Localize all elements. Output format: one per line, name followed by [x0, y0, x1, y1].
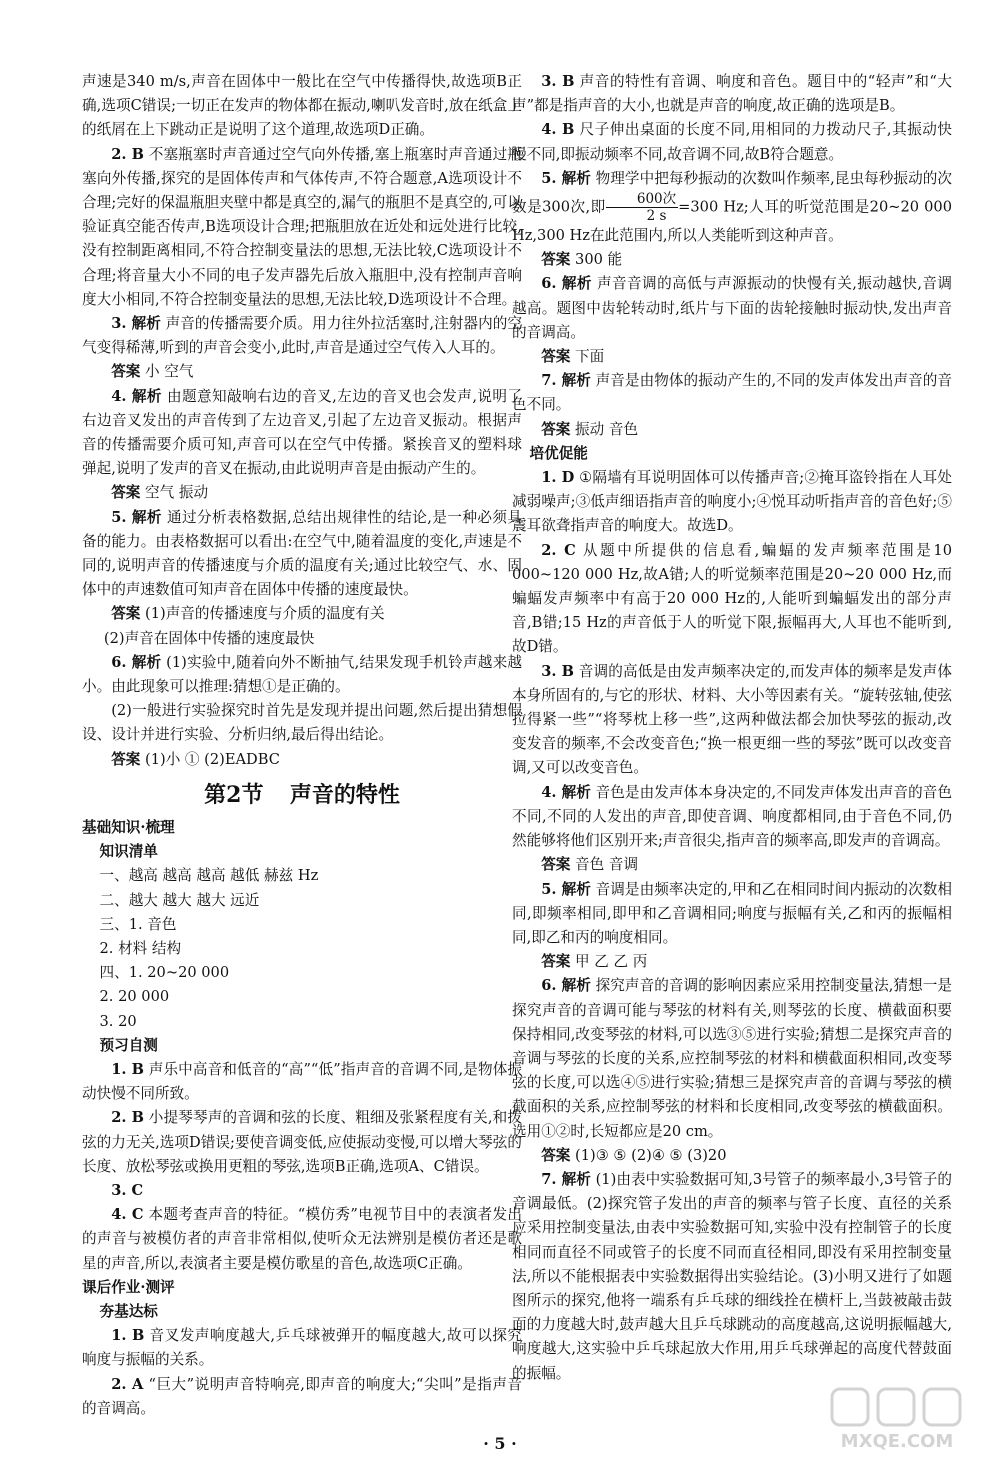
answer-text: 下面: [575, 348, 605, 366]
answer-text: 振动 音色: [575, 420, 639, 438]
answer-label: 答案: [541, 856, 571, 874]
question-number: 2. B: [111, 145, 144, 163]
question-text: (1)实验中,随着向外不断抽气,结果发现手机铃声越来越小。由此现象可以推理:猜想①是正确的。: [82, 653, 522, 696]
answer-line: [82, 602, 522, 626]
list-item: 2. 20 000: [99, 988, 170, 1006]
heading-promote: 培优促能: [529, 444, 588, 462]
answer-line: [512, 950, 952, 974]
answer-label: 答案: [541, 953, 571, 971]
answer-line: [512, 853, 952, 877]
question-number: 4. 解析: [541, 783, 591, 801]
question-text: 声音的特性有音调、响度和音色。题目中的“轻声”和“大声”都是指声音的大小,也就是声音的响度,故正确的选项是B。: [512, 73, 953, 115]
question-number: 7. 解析: [541, 1170, 591, 1188]
question-text: 声音的传播需要介质。用力往外拉活塞时,注射器内的空气变得稀薄,听到的声音会变小,此时,声音是通过空气传入人耳的。: [82, 315, 522, 357]
list-item: 一、越高 越高 越高 越低 赫兹 Hz: [99, 867, 319, 885]
list-item: 2. 材料 结构: [99, 939, 182, 957]
answer-text: (1)声音的传播速度与介质的温度有关: [145, 605, 385, 623]
answer-text: 300 能: [575, 251, 623, 269]
promote-question-7: [512, 1168, 952, 1386]
list-item: 三、1. 音色: [99, 915, 177, 933]
question-text: 音调是由频率决定的,甲和乙在相同时间内振动的次数相同,即频率相同,即甲和乙音调相同;响度与振幅有关,乙和丙的振幅相同,即乙和丙的响度相同。: [512, 880, 952, 946]
heading-knowledge-list: 知识清单: [99, 843, 158, 861]
promote-question-1: [512, 466, 952, 539]
question-number: 6. 解析: [541, 275, 592, 293]
question-number: 5. 解析: [541, 169, 591, 187]
answer-line: [82, 360, 522, 384]
question-number: 1. B: [111, 1327, 145, 1345]
fraction: [606, 191, 678, 224]
question-number: 6. 解析: [111, 653, 162, 671]
question-text: 从题中所提供的信息看,蝙蝠的发声频率范围是10 000~120 000 Hz,故A错;人的听觉频率范围是20~20 000 Hz,而蝙蝠发声频率中有高于20 000 Hz的,人能听到蝙蝠发出的部分声音,B错;15 Hz的声音低于人的听觉下限,振幅再大,人耳也不能听到,故D错。: [512, 541, 953, 656]
answer-line: [82, 748, 522, 772]
question-6: [512, 272, 952, 345]
question-number: 1. D: [541, 469, 575, 487]
watermark-logo: [822, 1385, 972, 1455]
question-text: 音叉发声响度越大,乒乓球被弹开的幅度越大,故可以探究响度与振幅的关系。: [82, 1327, 523, 1369]
preview-question-1: [82, 1058, 522, 1106]
question-5: [512, 167, 952, 248]
answer-line: [512, 418, 952, 442]
section-number: 第2节: [204, 781, 264, 808]
question-number: 3. B: [541, 73, 575, 90]
question-text: 声音是由物体的振动产生的,不同的发声体发出声音的音色不同。: [512, 372, 952, 414]
question-number: 2. B: [111, 1109, 144, 1127]
question-number: 5. 解析: [541, 880, 591, 898]
question-number: 6. 解析: [541, 977, 591, 995]
question-4: [512, 118, 952, 166]
question-number: 4. C: [111, 1206, 144, 1224]
question-text: 尺子伸出桌面的长度不同,用相同的力拨动尺子,其振动快慢不同,即振动频率不同,故音调不同,故B符合题意。: [512, 121, 953, 163]
question-text: 小提琴琴声的音调和弦的长度、粗细及张紧程度有关,和拨弦的力无关,选项D错误;要使音调变低,应使振动变慢,可以增大琴弦的长度、放松琴弦或换用更粗的琴弦,选项B正确,选项A、C错误。: [82, 1109, 523, 1175]
heading-preview-test: 预习自测: [99, 1036, 158, 1054]
answer-text: (1)③ ⑤ (2)④ ⑤ (3)20: [575, 1146, 727, 1164]
question-text: 音调的高低是由发声频率决定的,而发声体的频率是发声体本身所固有的,与它的形状、材料、大小等因素有关。“旋转弦轴,使弦拉得紧一些”“将琴枕上移一些”,这两种做法都会加快琴弦的振动,改变发音的频率,不会改变音色;“换一根更细一些的琴弦”既可以改变音调,又可以改变音色。: [512, 662, 953, 777]
heading-homework: 课后作业·测评: [82, 1278, 175, 1296]
answer-label: 答案: [541, 420, 571, 438]
question-text: 由题意知敲响右边的音叉,左边的音叉也会发声,说明了右边音叉发出的声音传到了左边音叉,引起了左边音叉振动。根据声音的传播需要介质可知,声音可以在空气中传播。紧挨音叉的塑料球弹起,说明了发声的音叉在振动,由此说明声音是由振动产生的。: [82, 387, 522, 478]
right-column: [512, 70, 952, 1386]
question-number: 2. A: [111, 1375, 144, 1393]
question-text: 本题考查声音的特征。“模仿秀”电视节目中的表演者发出的声音与被模仿者的声音非常相似,使听众无法辨别是模仿者还是歌星的声音,所以,表演者主要是模仿歌星的音色,故选项C正确。: [82, 1206, 523, 1272]
preview-question-3: [82, 1179, 522, 1203]
question-number: 5. 解析: [111, 508, 162, 526]
question-2: [82, 143, 522, 312]
promote-question-6: [512, 974, 952, 1143]
question-number: 2. C: [541, 541, 576, 559]
left-column: [82, 70, 522, 1421]
question-text: 不塞瓶塞时声音通过空气向外传播,塞上瓶塞时声音通过瓶塞向外传播,探究的是固体传声和气体传声,不符合题意,A选项设计不合理;完好的保温瓶胆夹壁中都是真空的,漏气的瓶胆不是真空的,可以验证真空能否传声,B选项设计合理;把瓶胆放在近处和远处进行比较,没有控制距离相同,不符合控制变量法的思想,无法比较,C选项设计不合理;将音量大小不同的电子发声器先后放入瓶胆中,没有控制声音响度大小相同,不符合控制变量法的思想,无法比较,D选项设计不合理。: [82, 145, 523, 308]
preview-question-4: [82, 1203, 522, 1276]
question-text: 探究声音的音调的影响因素应采用控制变量法,猜想一是探究声音的音调可能与琴弦的材料有关,则琴弦的长度、横截面积要保持相同,改变琴弦的材料,可以选③⑤进行实验;猜想二是探究声音的音调与琴弦的长度的关系,应控制琴弦的材料和横截面积相同,改变琴弦的长度,可以选④⑤进行实验;猜想三是探究声音的音调与琴弦的横截面积的关系,应控制琴弦的材料和长度相同,改变琴弦的横截面积。选用①②时,长短都应是20 cm。: [512, 977, 952, 1140]
section-heading: [82, 778, 522, 812]
answer-line-2: (2)声音在固体中传播的速度最快: [103, 629, 315, 647]
promote-question-4: [512, 781, 952, 854]
list-item: 二、越大 越大 越大 远近: [99, 891, 260, 909]
answer-text: 小 空气: [145, 363, 194, 381]
question-text: 声乐中高音和低音的“高”“低”指声音的音调不同,是物体振动快慢不同所致。: [82, 1060, 523, 1103]
list-item: 四、1. 20~20 000: [99, 964, 230, 982]
question-3: [82, 312, 522, 360]
question-text: “巨大”说明声音特响亮,即声音的响度大;“尖叫”是指声音的音调高。: [82, 1375, 523, 1417]
answer-text: (1)小 ① (2)EADBC: [145, 750, 280, 768]
answer-text: 音色 音调: [575, 856, 639, 874]
answer-label: 答案: [111, 363, 141, 381]
question-text: 声音音调的高低与声源振动的快慢有关,振动越快,音调越高。题图中齿轮转动时,纸片与下面的齿轮接触时振动快,发出声音的音调高。: [512, 275, 952, 341]
question-7: [512, 369, 952, 417]
homework-question-2: [82, 1373, 522, 1421]
question-number: 4. B: [541, 121, 575, 139]
preview-question-2: [82, 1106, 522, 1179]
question-text: ①隔墙有耳说明固体可以传播声音;②掩耳盗铃指在人耳处减弱噪声;③低声细语指声音的响度小;④悦耳动听指声音的音色好;⑤震耳欲聋指声音的响度大。故选D。: [512, 469, 952, 535]
answer-line: [512, 1144, 952, 1168]
list-item: 3. 20: [99, 1012, 137, 1030]
answer-line: [512, 248, 952, 272]
promote-question-3: [512, 660, 952, 781]
heading-foundation: 夯基达标: [99, 1302, 158, 1320]
question-text: 物理学中把每秒振动的次数叫作频率,昆虫每秒振动的次数是300次,即: [512, 169, 952, 216]
question-text: 通过分析表格数据,总结出规律性的结论,是一种必须具备的能力。由表格数据可以看出:在空气中,随着温度的变化,声速是不同的,说明声音的传播速度与介质的温度有关;通过比较空气、水、固体中的声速数值可知声音在固体中传播的速度最快。: [82, 508, 522, 599]
question-6-part-2: (2)一般进行实验探究时首先是发现并提出问题,然后提出猜想假设、设计并进行实验、分析归纳,最后得出结论。: [82, 702, 522, 744]
question-number: 4. 解析: [111, 387, 162, 405]
question-text: 音色是由发声体本身决定的,不同发声体发出声音的音色不同,不同的人发出的声音,即使音调、响度都相同,由于音色不同,仍然能够将他们区别开来;声音很尖,指声音的频率高,即发声的音调高。: [512, 783, 952, 850]
homework-question-1: [82, 1324, 522, 1372]
answer-text: 甲 乙 乙 丙: [575, 953, 648, 971]
promote-question-5: [512, 878, 952, 951]
watermark-text: MXQE.COM: [840, 1431, 954, 1452]
question-number: 3. B: [541, 662, 574, 680]
answer-line: [512, 345, 952, 369]
answer-label: 答案: [541, 1146, 571, 1164]
answer-label: 答案: [111, 484, 141, 502]
answer-label: 答案: [541, 348, 571, 366]
question-text: (1)由表中实验数据可知,3号管子的频率最小,3号管子的音调最低。(2)探究管子发出的声音的频率与管子长度、直径的关系应采用控制变量法,由表中实验数据可知,实验中没有控制管子的长度相同而直径不同或管子的长度不同而直径相同,即没有采用控制变量法,所以不能根据表中实验数据得出实验结论。(3)小明又进行了如题图所示的探究,他将一端系有乒乓球的细线拴在横杆上,当鼓被敲击鼓面的力度越大时,鼓声越大且乒乓球跳动的高度越高,这说明振幅越大,响度越大,这实验中乒乓球起放大作用,用乒乓球弹起的高度代替鼓面的振幅。: [512, 1170, 952, 1382]
answer-text: 空气 振动: [145, 484, 209, 502]
answer-label: 答案: [111, 605, 141, 623]
paragraph: 声速是340 m/s,声音在固体中一般比在空气中传播得快,故选项B正确,选项C错误;一切正在发声的物体都在振动,喇叭发音时,放在纸盒上的纸屑在上下跳动正是说明了这个道理,故选项D正确。: [82, 73, 522, 139]
question-number: 7. 解析: [541, 372, 591, 390]
page-number: · 5 ·: [483, 1434, 517, 1453]
question-number: 3. 解析: [111, 315, 161, 333]
heading-basic-knowledge: 基础知识·梳理: [82, 818, 175, 836]
answer-label: 答案: [111, 750, 141, 768]
question-5: [82, 506, 522, 603]
question-number: 3. C: [111, 1181, 144, 1199]
fraction-denominator: 2 s: [646, 208, 667, 225]
question-3: [512, 70, 952, 118]
question-number: 1. B: [111, 1060, 144, 1078]
answer-label: 答案: [541, 251, 571, 269]
answer-line: [82, 481, 522, 505]
question-4: [82, 385, 522, 482]
section-title: 声音的特性: [289, 781, 400, 808]
question-text: =300 Hz;人耳的听觉范围是20~20 000 Hz,300 Hz在此范围内,所以人类能听到这种声音。: [512, 198, 952, 245]
question-6: [82, 651, 522, 699]
fraction-numerator: 600次: [606, 191, 678, 208]
promote-question-2: [512, 539, 952, 660]
